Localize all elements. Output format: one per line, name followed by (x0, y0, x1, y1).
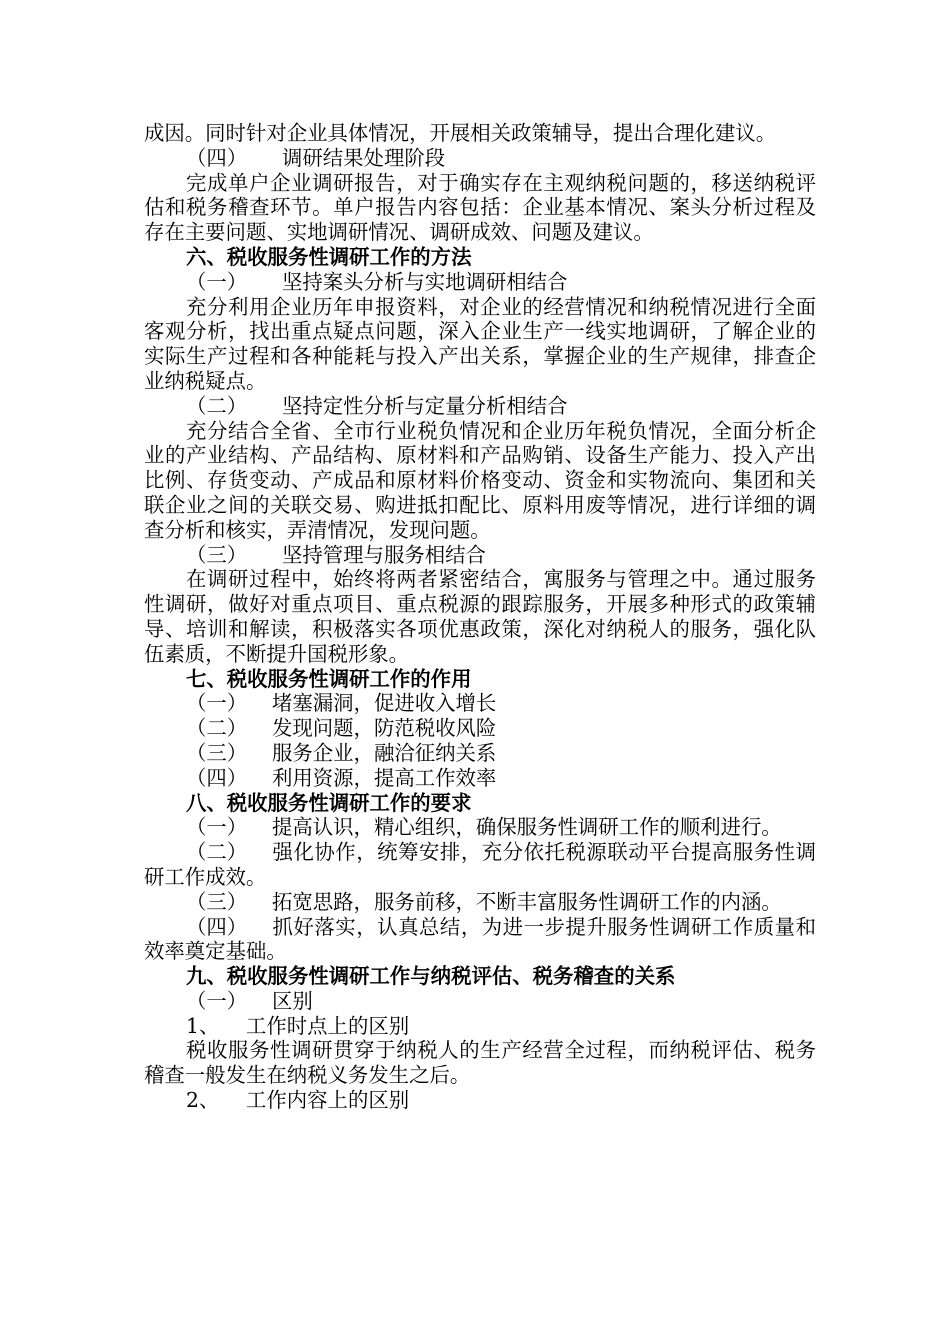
subsection-item (144, 691, 816, 716)
document-page (144, 121, 816, 1113)
item-number: （一） (186, 691, 248, 716)
item-number: （三） (186, 542, 248, 567)
item-text: 发现问题，防范税收风险 (272, 716, 497, 741)
item-text: 服务企业，融洽征纳关系 (272, 740, 497, 765)
item-number: （一） (186, 988, 248, 1013)
item-number: （三） (186, 889, 248, 914)
item-text: 提高认识，精心组织，确保服务性调研工作的顺利进行。 (272, 815, 782, 840)
item-number: （三） (186, 740, 248, 765)
body-paragraph: 税收服务性调研贯穿于纳税人的生产经营全过程，而纳税评估、税务稽查一般发生在纳税义务发生之后。 (144, 1038, 816, 1088)
section-heading: 七、税收服务性调研工作的作用 (186, 666, 472, 691)
item-text: 强化协作，统筹安排，充分依托税源联动平台提高服务性调研工作成效。 (144, 840, 816, 889)
body-paragraph: 成因。同时针对企业具体情况，开展相关政策辅导，提出合理化建议。 (144, 121, 777, 145)
item-number: 2、 (186, 1088, 220, 1113)
subsection-item (144, 915, 816, 965)
item-number: （二） (186, 393, 248, 418)
subsection-item (144, 989, 816, 1014)
body-paragraph: 充分结合全省、全市行业税负情况和企业历年税负情况，全面分析企业的产业结构、产品结构、原材料和产品购销、设备生产能力、投入产出比例、存货变动、产成品和原材料价格变动、资金和实物流向、集团和关联企业之间的关联交易、购进抵扣配比、原料用废等情况，进行详细的调查分析和核实，弄清情况，发现问题。 (144, 418, 816, 542)
subsection-item (144, 766, 816, 791)
subsection-item (144, 1014, 816, 1039)
subsection-item (144, 270, 816, 295)
section-heading: 八、税收服务性调研工作的要求 (186, 790, 472, 815)
body-paragraph: 在调研过程中，始终将两者紧密结合，寓服务与管理之中。通过服务性调研，做好对重点项目、重点税源的跟踪服务，开展多种形式的政策辅导、培训和解读，积极落实各项优惠政策，深化对纳税人的服务，强化队伍素质，不断提升国税形象。 (144, 567, 816, 666)
item-text: 调研结果处理阶段 (282, 145, 446, 170)
subsection-item (144, 1088, 816, 1113)
body-paragraph: 完成单户企业调研报告，对于确实存在主观纳税问题的，移送纳税评估和税务稽查环节。单户报告内容包括：企业基本情况、案头分析过程及存在主要问题、实地调研情况、调研成效、问题及建议。 (144, 170, 816, 245)
item-text: 拓宽思路，服务前移，不断丰富服务性调研工作的内涵。 (272, 889, 782, 914)
item-text: 坚持定性分析与定量分析相结合 (282, 393, 568, 418)
item-text: 区别 (272, 988, 313, 1013)
item-text: 坚持案头分析与实地调研相结合 (282, 269, 568, 294)
item-text: 堵塞漏洞，促进收入增长 (272, 691, 497, 716)
section-heading: 九、税收服务性调研工作与纳税评估、税务稽查的关系 (186, 964, 676, 989)
subsection-item (144, 890, 816, 915)
subsection-item (144, 394, 816, 419)
item-text: 抓好落实，认真总结，为进一步提升服务性调研工作质量和效率奠定基础。 (144, 914, 816, 964)
item-number: （四） (186, 765, 248, 790)
subsection-item (144, 146, 816, 171)
subsection-item (144, 716, 816, 741)
item-number: （一） (186, 815, 248, 840)
subsection-item (144, 543, 816, 568)
subsection-item (144, 840, 816, 890)
item-number: （二） (186, 840, 248, 865)
item-text: 坚持管理与服务相结合 (282, 542, 486, 567)
section-heading: 六、税收服务性调研工作的方法 (186, 244, 472, 269)
item-number: （一） (186, 269, 248, 294)
item-number: （四） (186, 914, 248, 939)
subsection-item (144, 815, 816, 840)
item-number: （四） (186, 145, 248, 170)
body-paragraph: 充分利用企业历年申报资料，对企业的经营情况和纳税情况进行全面客观分析，找出重点疑点问题，深入企业生产一线实地调研，了解企业的实际生产过程和各种能耗与投入产出关系，掌握企业的生产规律，排查企业纳税疑点。 (144, 294, 816, 393)
item-text: 利用资源，提高工作效率 (272, 765, 497, 790)
item-text: 工作内容上的区别 (246, 1088, 410, 1113)
item-text: 工作时点上的区别 (246, 1013, 410, 1038)
item-number: （二） (186, 716, 248, 741)
item-number: 1、 (186, 1013, 220, 1038)
subsection-item (144, 741, 816, 766)
